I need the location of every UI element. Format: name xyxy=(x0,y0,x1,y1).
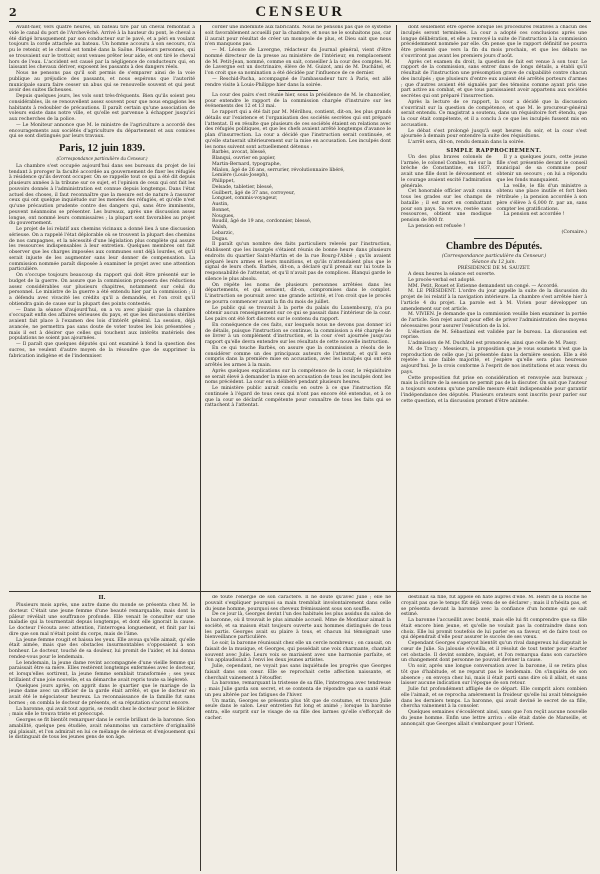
name-entry: Mialon, âgé de 26 ans, serrurier, révolutionnaire libéré, xyxy=(212,167,345,173)
chapter-number: II. xyxy=(98,595,106,601)
paragraph: De ce jour là, Georges devint l'un des habitués les plus assidus du salon de la baronne, où il trouvait le plus aimable accueil. Mme de Montlaur aimait la société, et sa maison était toujours ouverte aux hommes distingués de tous les partis. Georges avait su plaire à tous, et chacun lui témoignait une bienveillance particulière. xyxy=(205,612,391,641)
feuilleton-column-1 xyxy=(9,595,195,871)
paragraph: La pension est accordée ! xyxy=(503,212,565,218)
paragraph: Avant-hier, vers quatre heures, un bateau tiré par un cheval remontait à vide le canal du port de l'Archevêché. Arrivé à la hauteur du pont, le cheval a été dirigé brusquement par son conducteur sur le pavé, et a péri en voulant toujours la corde attachée au bateau. Un homme accouru à son secours, n'a pu le retenir, et le cheval est tombé dans la Saône. Plusieurs personnes, qui se trouvaient sur le trottoir, sont venues prêter leur aide, et ont tiré le cheval hors de l'eau. L'accident est causé par la négligence de conducteurs qui, en laissant les chevaux dériver, exposent les passants à des dangers réels. xyxy=(9,25,195,71)
dateline: Paris, 12 juin 1839. xyxy=(58,143,146,154)
paragraph: Nous ne pensons pas qu'il soit permis de s'emparer ainsi de la voie publique au préjudice des passants, et nous espérons que l'autorité municipale saura faire cesser un abus qui se renouvelle souvent et qui peut avoir des suites fâcheuses. xyxy=(9,71,195,94)
paragraph: L'admission de M. Duchâtel est prononcée, ainsi que celle de M. Passy. xyxy=(408,341,578,347)
article-columns xyxy=(9,25,591,871)
paragraph: Cette proposition fut prise en considération et renvoyée aux bureaux ; mais la clôture de la session ne permit pas de la discuter. On sait que l'auteur a toujours soutenu qu'une pareille mesure était indispensable pour garantir l'indépendance des députés. Plusieurs orateurs sont inscrits pour parler sur cette question, et la discussion promet d'être animée. xyxy=(401,375,587,404)
paragraph: Georges se fit bientôt remarquer dans le cercle brillant de la baronne. Son amabilité, quelque peu étudiée, avait néanmoins un caractère d'originalité qui plaisait, et l'on admirait en lui ce mélange de sérieux et d'enjouement qui le distinguait de tous les jeunes gens de son âge. xyxy=(9,718,195,741)
paragraph: dont seulement être opérée lorsque les procédures relatives à chacun des inculpés seront terminées. La cour a adopté ces conclusions après une longue délibération, et elle a renvoyé la suite de l'instruction à la commission précédemment nommée par elle. On pense que le rapport définitif ne pourra être présenté que vers la fin du mois prochain, et que les débats ne s'ouvriront pas avant les premiers jours d'août. xyxy=(401,25,587,59)
name-entry: Roudil, âgé de 19 ans, cordonnier, blessé, xyxy=(212,219,312,225)
paragraph: Plusieurs mois après, une autre dame du monde se présenta chez M. le docteur. C'était une jeune femme d'une beauté remarquable, mais dont la pâleur révélait une souffrance profonde. Elle venait le consulter sur une maladie qui la tourmentait depuis longtemps, et dont elle ignorait la cause. Le docteur l'écouta avec attention, l'interrogea longuement, et finit par lui dire que son mal n'était point du corps, mais de l'âme. xyxy=(9,603,195,637)
session-date: Séance du 12 juin. xyxy=(471,260,517,266)
paragraph: — M. Léonce de Lavergne, rédacteur du Journal général, vient d'être nommé directeur de la presse au ministère de l'intérieur, en remplacement de M. Petit-Jean, nommé, comme on sait, conseiller à la cour des comptes. M. de Lavergne est un doctrinaire, élève de M. Guizot, ami de M. Duchâtel, et l'on croit que sa nomination a été décidée par l'influence de ce dernier. xyxy=(205,48,391,76)
feuilleton-column-2 xyxy=(205,595,391,871)
paragraph: — Le Moniteur annonce que M. le ministre de l'agriculture a accordé des encouragements aux sociétés d'agriculture du département et aux comices qui se sont distingués par leurs travaux. xyxy=(9,122,195,140)
paragraph: Quelques jours après, on apprit dans le quartier que le mariage de la jeune dame avec un officier de la garde était arrêté, et que le docteur en avait été le négociateur heureux. La reconnaissance de la famille fut sans bornes ; on combla le docteur de présents, et sa réputation s'accrut encore. xyxy=(9,683,195,706)
name-entry: Bonnet, xyxy=(212,207,231,213)
name-entry: Lebarzic, xyxy=(212,230,235,236)
newspaper-title: CENSEUR xyxy=(255,4,345,20)
comparison-block xyxy=(401,155,587,230)
paragraph: La cour des pairs s'est réunie hier, sous la présidence de M. le chancelier, pour entendre le rapport de la commission chargée d'instruire sur les événements des 12 et 13 mai. xyxy=(205,92,391,110)
paragraph: La jeune femme rougit et baissa les yeux. Elle avoua qu'elle aimait, qu'elle était aimée, mais que des obstacles insurmontables s'opposaient à son bonheur. Le docteur, touché de sa douleur, lui promit de l'aider, et lui donna rendez-vous pour le lendemain. xyxy=(9,637,195,660)
paragraph: L'arrêt sera, dit-on, rendu demain dans la soirée. xyxy=(408,140,525,145)
paragraph: Après quelques explications sur la compétence de la cour, le réquisitoire se serait élevé à demander la mise en accusation de tous les inculpés dont les noms précèdent. La cour en a délibéré pendant plusieurs heures. xyxy=(205,368,391,386)
paragraph: La pension est refusée ! xyxy=(408,223,466,229)
paragraph: Le débat s'est prolongé jusqu'à sept heures du soir, et la cour s'est ajournée à demain pour entendre la suite des réquisitions. xyxy=(401,128,587,140)
column-3 xyxy=(401,25,587,591)
paragraph: M. LE PRÉSIDENT. L'ordre du jour appelle la suite de la discussion du projet de loi relatif à la navigation intérieure. La chambre s'est arrêtée hier à l'article 4 du projet. La parole est à M. Vivien pour développer un amendement sur cet article. xyxy=(401,289,587,312)
paragraph: Le rapport qui a été fait par M. Mérilhou, contient, dit-on, les plus grands détails sur l'existence et l'organisation des sociétés secrètes qui ont préparé l'attentat. Il en résulte que plusieurs de ces sociétés étaient en relations avec des réfugiés politiques, et que les chefs avaient arrêté longtemps d'avance le plan d'insurrection. La cour a décidé que l'instruction serait continuée, et qu'elle statuerait ultérieurement sur la mise en accusation. Les inculpés dont les noms suivent sont actuellement détenus : xyxy=(205,110,391,150)
paragraph: M. VIVIEN. Je demande que la commission veuille bien examiner la portée de l'article. Son rejet aurait pour effet de priver l'administration des moyens nécessaires pour assurer l'exécution de la loi. xyxy=(401,312,587,329)
column-divider xyxy=(396,25,397,871)
page-number: 2 xyxy=(9,6,17,19)
paragraph: Le ministère public aurait conclu en outre à ce que l'instruction fût continuée à l'égard de tous ceux qui n'ont pas encore été entendus, et à ce que la cour se déclarât compétente pour connaître de tous les faits qui se rattachent à l'attentat. xyxy=(205,386,391,409)
paragraph: Le public qui se trouvait à la porte du palais du Luxembourg, n'a pu obtenir aucun renseignement sur ce qui se passait dans l'intérieur de la cour. Les pairs ont été fort discrets sur le contenu du rapport. xyxy=(205,305,391,323)
name-entry: Blanqui, ouvrier en papier, xyxy=(212,156,276,162)
paragraph: La baronne l'accueillit avec bonté, mais elle lui fit comprendre que sa fille était encore bien jeune, et qu'elle ne voulait pas la contraindre dans son choix. Elle lui promit toutefois de lui parler en sa faveur, et de faire tout ce qui dépendrait d'elle pour assurer le succès de ses vœux. xyxy=(401,618,587,641)
paragraph: Julie fut profondément affligée de ce départ. Elle comprit alors combien elle l'aimait, et se reprocha amèrement la froideur qu'elle lui avait témoignée dans les derniers temps. La baronne, qui avait deviné le secret de sa fille, chercha vainement à la consoler. xyxy=(401,687,587,710)
paragraph: En conséquence de ces faits, sur lesquels nous ne devons pas donner ici de détails, puisque l'instruction se continue, la commission a été chargée de se livrer à un complément d'instruction, et la cour s'est ajournée jusqu'au rapport qu'elle devra entendre sur les résultats de cette nouvelle instruction. xyxy=(205,322,391,346)
section-subtitle: (Correspondance particulière du Censeur.) xyxy=(441,254,547,260)
paragraph: Quelques semaines s'écoulèrent ainsi, sans que l'on reçût aucune nouvelle du jeune homme. Enfin une lettre arriva : elle était datée de Marseille, et annonçait que Georges allait s'embarquer pour l'Orient. xyxy=(401,710,587,727)
paragraph: A deux heures la séance est ouverte. xyxy=(408,272,496,278)
feuilleton-divider xyxy=(9,591,591,592)
paragraph: Il paraît qu'un nombre des faits particuliers relevés par l'instruction, établissent que les insurgés s'étaient réunis de bonne heure dans plusieurs endroits du quartier Saint-Martin et de la rue Bourg-l'Abbé ; qu'ils avaient préparé leurs armes et leurs munitions, et qu'ils n'attendaient plus que le signal de leurs chefs. Barbès, dit-on, a déclaré qu'il prenait sur lui toute la responsabilité de l'attentat, et qu'il n'avait pas de complices. Blanqui garde le silence le plus absolu. xyxy=(205,242,391,282)
paragraph: Cet honorable officier avait connu tous les grades sur les champs de bataille ; il est mort en combattant pour son pays. Sa veuve, restée sans ressources, obtient une modique pension de 800 fr. xyxy=(401,189,492,223)
separator xyxy=(474,238,514,239)
section-title: Chambre des Députés. xyxy=(445,241,543,253)
name-entry: Dugas. xyxy=(212,236,229,242)
paragraph: Le projet de loi relatif aux chemins vicinaux a donné lieu à une discussion sérieuse. On a rappelé l'état déplorable où se trouvent la plupart des chemins de nos campagnes, et la nécessité d'une législation plus complète qui assure les ressources indispensables à leur entretien. Quelques membres ont fait observer que les charges imposées aux communes sont déjà lourdes, et qu'il serait injuste de les augmenter sans leur donner de compensation. La commission nommée paraît disposée à examiner le projet avec une attention particulière. xyxy=(9,227,195,273)
masthead xyxy=(9,4,591,22)
paragraph: M. de Tracy : Messieurs, la proposition que je vous soumets n'est que la reproduction de celle que j'ai présentée dans la dernière session. Elle a été rejetée à une faible majorité, et j'espère qu'elle sera plus heureuse aujourd'hui. Je la crois conforme à l'esprit de nos institutions et aux vœux du pays. xyxy=(401,346,587,375)
column-divider xyxy=(200,25,201,871)
name-entry: Austin, xyxy=(212,202,229,208)
paragraph: Il y a quelques jours, cette jeune fille s'est présentée devant le conseil municipal de sa commune pour obtenir un secours ; on lui a répondu que les fonds manquaient. xyxy=(496,154,587,183)
paragraph: Après cet examen du droit, la question de fait est venue à son tour. Le rapport de la commission, sans entrer dans de longs détails, a établi qu'il résultait de l'instruction une présomption grave de culpabilité contre chacun des inculpés ; que plusieurs d'entre eux avaient été arrêtés porteurs d'armes ; que d'autres avaient été signalés par des témoins comme ayant pris une part active au combat, et que tous paraissaient avoir appartenu aux sociétés secrètes qui ont préparé l'insurrection. xyxy=(401,59,587,99)
paragraph: — Reschid-Pacha, accompagné de l'ambassadeur turc à Paris, est allé rendre visite à Louis-Philippe hier dans la soirée. xyxy=(205,76,391,88)
dateline-subtitle: (Correspondance particulière du Censeur.) xyxy=(56,156,148,161)
name-entry: Barbès, avocat, blessé, xyxy=(212,150,267,156)
column-2 xyxy=(205,25,391,591)
paragraph: Julie, cependant, ne voyait pas sans inquiétude les progrès que Georges faisait dans son cœur. Elle se reprochait cette affection naissante, et cherchait vainement à l'étouffer. xyxy=(205,664,391,681)
column-1 xyxy=(9,25,195,591)
paragraph: — Il paraît que quelques députés qui ont examiné à fond la question des sucres, ne veulent d'autre moyen de la résoudre que de supprimer la fabrication indigène et de l'indemniser. xyxy=(9,342,195,359)
section-heading: SIMPLE RAPPROCHEMENT. xyxy=(446,147,542,154)
source-credit: (Corsaire.) xyxy=(561,229,587,235)
paragraph: On répète les noms de plusieurs personnes arrêtées dans les départements, et qui seraient, dit-on, compromises dans le complot. L'instruction se poursuit avec une grande activité, et l'on croit que le procès ne pourra commencer avant la fin du mois de juillet. xyxy=(205,282,391,305)
paragraph: MM. Petit, Rouet et Estienne demandent un congé. — Accordé. xyxy=(408,283,559,289)
name-entry: Philippet, xyxy=(212,179,235,185)
paragraph: Le soir, la baronne réunissait chez elle un cercle nombreux ; on causait, on faisait de la musique, et Georges, qui possédait une voix charmante, chantait souvent avec Julie. Leurs voix se mariaient avec une harmonie parfaite, et l'on applaudissait à l'envi les deux jeunes artistes. xyxy=(205,641,391,664)
paragraph: La baronne, qui avait tout appris, se rendit chez le docteur pour le féliciter ; mais elle le trouva triste et préoccupé. xyxy=(9,706,195,718)
name-entry: Nougues, xyxy=(212,213,235,219)
name-entry: Walsh, xyxy=(212,225,228,231)
paragraph: — Dans la séance d'aujourd'hui, on a vu avec plaisir que la chambre s'occupait enfin des affaires sérieuses du pays, et que les discussions stériles avaient fait place à l'examen des lois d'intérêt général. La session, déjà avancée, ne permettra pas sans doute de voter toutes les lois présentées ; mais il est à désirer que celles qui touchent aux intérêts matériels des populations ne soient pas ajournées. xyxy=(9,307,195,342)
name-entry: Longuet, commis-voyageur, xyxy=(212,196,278,202)
paragraph: On s'occupe toujours beaucoup du rapport qui doit être présenté sur le budget de la guerre. On assure que la commission proposera des réductions assez considérables sur plusieurs chapitres, notamment sur celui du personnel. Le ministre de la guerre a été entendu hier par la commission ; il a défendu avec vivacité les crédits qu'il a demandés, et l'on croit qu'il obtiendra gain de cause sur la plupart des points contestés. xyxy=(9,273,195,307)
paragraph: Le procès-verbal est adopté. xyxy=(408,277,476,283)
paragraph: de toute l'énergie de son caractère. Il ne doute qu'avec Julie ; elle ne pouvait s'expliquer pourquoi sa main tremblait involontairement dans celle du jeune homme, pourquoi ses cheveux frémissaient sous son souffle. xyxy=(205,595,391,612)
separator xyxy=(278,90,318,91)
paragraph: La veille, le fils d'un ministre a obtenu une place inutile et fort bien rétribuée ; la pension accordée à son père s'élève à 6,000 fr. par an, sans compter les gratifications. xyxy=(496,183,587,212)
paragraph: Après la lecture de ce rapport, la cour a décidé que la discussion s'ouvrirait sur la question de compétence, et que M. le procureur-général serait entendu. Ce magistrat a soutenu, dans un réquisitoire fort étendu, que la cour était compétente, et il a conclu à ce que les inculpés fussent mis en accusation. xyxy=(401,99,587,128)
paragraph: Un soir, après une longue conversation avec la baronne, il se retira plus tôt que d'habitude, et ne reparut pas le lendemain. On s'inquiéta de son absence ; on envoya chez lui, mais il était parti sans dire où il allait, et sans laisser aucune indication sur l'époque de son retour. xyxy=(401,664,587,687)
paragraph: Le lendemain, la jeune dame revint accompagnée d'une vieille femme qui paraissait être sa mère. Elles restèrent longtemps enfermées avec le docteur, et lorsqu'elles sortirent, la jeune femme semblait transformée ; ses yeux brillaient d'une joie nouvelle, et sa démarche avait repris toute sa légèreté. xyxy=(9,660,195,683)
paragraph: Un matin, Georges se présenta plus tôt que de coutume, et trouva Julie seule dans le salon. Leur entretien fut long et animé ; lorsque la baronne entra, elle surprit sur le visage de sa fille des larmes qu'elle s'efforçait de cacher. xyxy=(205,698,391,721)
paragraph: Cependant Georges s'aperçut bientôt qu'un rival dangereux lui disputait le cœur de Julie. Sa jalousie s'éveilla, et il résolut de tout tenter pour écarter cet obstacle. Il devint sombre, inquiet, et l'on remarqua dans son caractère un changement dont personne ne pouvait deviner la cause. xyxy=(401,641,587,664)
name-entry: Delsade, tabletier, blessé, xyxy=(212,184,274,190)
paragraph: L'élection de M. Sébastiani est validée par le bureau. La discussion est reprise. xyxy=(401,329,587,341)
name-entry: Lemière (Louis-Joseph), xyxy=(212,173,269,179)
presidency-line: PRÉSIDENCE DE M. SAUZET. xyxy=(457,266,531,272)
paragraph: destinait sa fille, fut appelé en hâte auprès d'elle. M. Henri de la Roche ne croyait pas que le temps fût déjà venu de se déclarer ; mais il n'hésita pas, et se présenta devant la baronne avec la confiance d'un homme qui se sait estimé. xyxy=(401,595,587,618)
name-entry: Guilbert, âgé de 37 ans, corroyeur, xyxy=(212,190,296,196)
paragraph: Un des plus braves colonels de l'armée, le colonel Combes, tué sur la brèche de Constantine, en 1837, avait une fille dont le dévouement et le courage avaient excité l'admiration générale. xyxy=(401,154,492,189)
paragraph: Depuis quelques jours, les vols sont très-fréquents. Bien qu'ils soient peu considérables, ils se renouvellent assez souvent pour que nous engagions les habitants à redoubler de précautions. Il paraît certain qu'une association de voleurs existe dans notre ville, et qu'elle est parvenue à échapper jusqu'ici aux recherches de la police. xyxy=(9,94,195,122)
paragraph: La baronne, remarquant la tristesse de sa fille, l'interrogea avec tendresse ; mais Julie garda son secret, et se contenta de répondre que sa santé était un peu altérée par les fatigues de l'hiver. xyxy=(205,681,391,698)
paragraph: La chambre s'est occupée aujourd'hui dans ses bureaux du projet de loi tendant à proroger la faculté accordée au gouvernement de fixer les réfugiés à résidence qu'ils devront occuper. On se rappelle tout ce qui a été dit depuis plusieurs années à la tribune sur ce sujet, et l'opinion de ceux qui ont fait les pouvoirs donnés à l'administration est connue depuis longtemps. Dans l'état actuel des choses, il faut reconnaître que la mesure est de nature à rassurer ceux qui ont quelque inquiétude sur les menées des réfugiés, et qu'elle n'est qu'une précaution prudente contre des dangers qui, sans être imminents, peuvent néanmoins se présenter. Les bureaux, après une discussion assez longue, ont nommé leurs commissaires ; la plupart sont favorables au projet du gouvernement. xyxy=(9,163,195,227)
name-entry: Martin-Bernard, typographe, xyxy=(212,161,281,167)
paragraph: corder une indemnité aux fabricants. Nous ne pensons pas que ce système soit favorablement accueilli par la chambre, et nous ne le souhaitons pas, car il aurait pour résultat de créer un monopole de plus, et Dieu sait que nous n'en manquons pas. xyxy=(205,25,391,48)
feuilleton-column-3 xyxy=(401,595,587,871)
paragraph: En ce qui touche Barbès, on assure que la commission a résolu de le considérer comme un des principaux auteurs de l'attentat, et qu'il sera compris dans la première mise en accusation, avec les inculpés qui ont été arrêtés les armes à la main. xyxy=(205,345,391,369)
